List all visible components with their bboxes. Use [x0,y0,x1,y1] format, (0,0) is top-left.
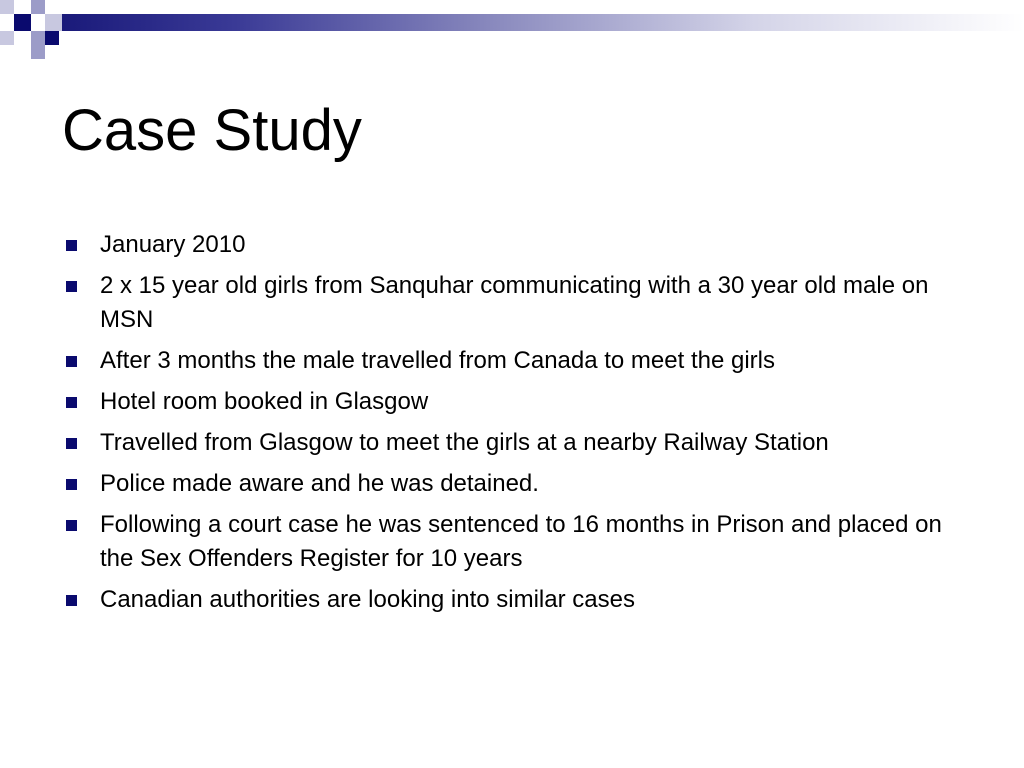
bullet-text: Following a court case he was sentenced to 16 months in Prison and placed on the Sex Offenders Register for 10 years [100,511,942,572]
decor-square-icon [0,31,14,45]
decor-square-icon [45,31,59,45]
bullet-item [62,385,962,419]
header-decoration [0,0,1024,62]
decor-square-icon [14,14,31,31]
bullet-text: January 2010 [100,231,246,258]
bullet-item [62,269,962,337]
slide-title: Case Study [62,98,362,163]
bullet-text: Police made aware and he was detained. [100,470,539,497]
header-gradient-bar [62,14,1024,31]
square-bullet-icon [66,595,77,606]
bullet-list [62,228,962,624]
decor-square-icon [45,14,62,31]
bullet-text: After 3 months the male travelled from Canada to meet the girls [100,347,775,374]
bullet-text: Canadian authorities are looking into similar cases [100,586,635,613]
decor-square-icon [0,0,14,14]
square-bullet-icon [66,479,77,490]
square-bullet-icon [66,240,77,251]
bullet-text: Hotel room booked in Glasgow [100,388,429,415]
square-bullet-icon [66,520,77,531]
bullet-item [62,508,962,576]
square-bullet-icon [66,356,77,367]
bullet-text: Travelled from Glasgow to meet the girls at a nearby Railway Station [100,429,829,456]
bullet-item [62,344,962,378]
square-bullet-icon [66,281,77,292]
bullet-text: 2 x 15 year old girls from Sanquhar communicating with a 30 year old male on MSN [100,272,929,333]
bullet-item [62,228,962,262]
decor-square-icon [31,45,45,59]
bullet-item [62,467,962,501]
square-bullet-icon [66,438,77,449]
decor-square-icon [31,31,45,45]
bullet-item [62,426,962,460]
square-bullet-icon [66,397,77,408]
decor-square-icon [31,0,45,14]
bullet-item [62,583,962,617]
